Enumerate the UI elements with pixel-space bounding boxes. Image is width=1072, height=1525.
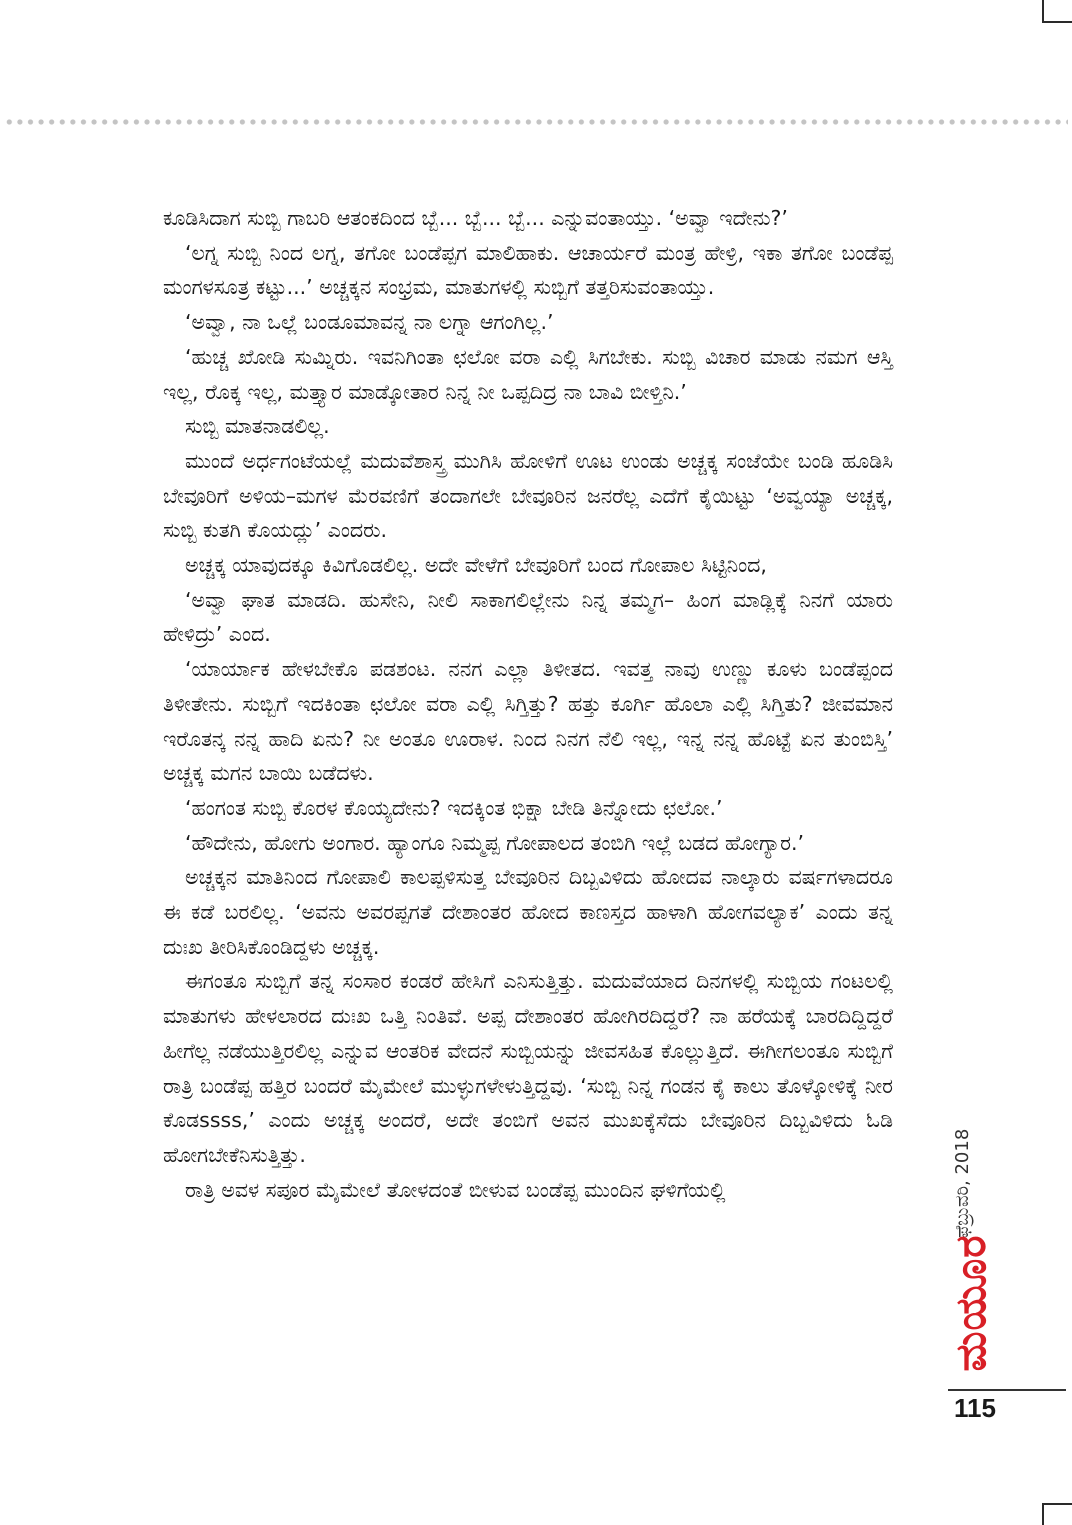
crop-mark-bottom-vertical xyxy=(1042,1503,1044,1525)
paragraph: ‘ಯಾರ್ಯಾಕ ಹೇಳಬೇಕೊ ಪಡಶಂಟ. ನನಗ ಎಲ್ಲಾ ತಿಳೀತದ. ಇವತ್ತ ನಾವು ಉಣ್ಣು ಕೂಳು ಬಂಡೆಪ್ಪಂದ ತಿಳೀತೇನು. ಸುಬ್ಬಿಗೆ ಇದಕಿಂತಾ ಛಲೋ ವರಾ ಎಲ್ಲಿ ಸಿಗ್ತಿತ್ತು? ಹತ್ತು ಕೂರ್ಗಿ ಹೊಲಾ ಎಲ್ಲಿ ಸಿಗ್ತಿತು? ಜೀವಮಾನ ಇರೊತನ್ಕ ನನ್ನ ಹಾದಿ ಏನು? ನೀ ಅಂತೂ ಊರಾಳ. ನಿಂದ ನಿನಗ ನೆಲಿ ಇಲ್ಲ, ಇನ್ನ ನನ್ನ ಹೊಟ್ಟೆ ಏನ ತುಂಬಿಸ್ತಿ’ ಅಚ್ಚಕ್ಕ ಮಗನ ಬಾಯಿ ಬಡೆದಳು. xyxy=(163,657,893,786)
article-body xyxy=(163,201,893,1207)
paragraph: ಮುಂದೆ ಅರ್ಧಗಂಟೆಯಲ್ಲೆ ಮದುವೆಶಾಸ್ತ್ರ ಮುಗಿಸಿ ಹೋಳಿಗೆ ಊಟ ಉಂಡು ಅಚ್ಚಕ್ಕ ಸಂಜೆಯೇ ಬಂಡಿ ಹೂಡಿಸಿ ಬೇವೂರಿಗೆ ಅಳಿಯ–ಮಗಳ ಮೆರವಣಿಗೆ ತಂದಾಗಲೇ ಬೇವೂರಿನ ಜನರೆಲ್ಲ ಎದೆಗೆ ಕೈಯಿಟ್ಟು ‘ಅವ್ವಯ್ಯಾ ಅಚ್ಚಕ್ಕ, ಸುಬ್ಬಿ ಕುತಗಿ ಕೊಯದ್ಲು’ ಎಂದರು. xyxy=(163,448,893,543)
paragraph: ರಾತ್ರಿ ಅವಳ ಸಪೂರ ಮೈಮೇಲೆ ತೋಳದಂತೆ ಬೀಳುವ ಬಂಡೆಪ್ಪ ಮುಂದಿನ ಘಳಿಗೆಯಲ್ಲಿ xyxy=(185,1177,726,1202)
issue-date: ಫೆಬ್ರುವರಿ, 2018 xyxy=(952,1128,973,1238)
paragraph: ಈಗಂತೂ ಸುಬ್ಬಿಗೆ ತನ್ನ ಸಂಸಾರ ಕಂಡರೆ ಹೇಸಿಗೆ ಎನಿಸುತ್ತಿತ್ತು. ಮದುವೆಯಾದ ದಿನಗಳಲ್ಲಿ ಸುಬ್ಬಿಯ ಗಂಟಲಲ್ಲಿ ಮಾತುಗಳು ಹೇಳಲಾರದ ದುಃಖ ಒತ್ತಿ ನಿಂತಿವೆ. ಅಪ್ಪ ದೇಶಾಂತರ ಹೋಗಿರದಿದ್ದರೆ? ನಾ ಹರೆಯಕ್ಕೆ ಬಾರದಿದ್ದಿದ್ದರೆ ಹೀಗೆಲ್ಲ ನಡೆಯುತ್ತಿರಲಿಲ್ಲ ಎನ್ನುವ ಆಂತರಿಕ ವೇದನೆ ಸುಬ್ಬಿಯನ್ನು ಜೀವಸಹಿತ ಕೊಲ್ಲುತ್ತಿದೆ. ಈಗೀಗಲಂತೂ ಸುಬ್ಬಿಗೆ ರಾತ್ರಿ ಬಂಡೆಪ್ಪ ಹತ್ತಿರ ಬಂದರೆ ಮೈಮೇಲೆ ಮುಳ್ಳುಗಳೇಳುತ್ತಿದ್ದವು. ‘ಸುಬ್ಬಿ ನಿನ್ನ ಗಂಡನ ಕೈ ಕಾಲು ತೊಳ್ಕೋಳಿಕ್ಕೆ ನೀರ ಕೊಡssss,’ ಎಂದು ಅಚ್ಚಕ್ಕ ಅಂದರೆ, ಅದೇ ತಂಬಿಗೆ ಅವನ ಮುಖಕ್ಕೆಸೆದು ಬೇವೂರಿನ ದಿಬ್ಬವಿಳಿದು ಓಡಿ ಹೋಗಬೇಕೆನಿಸುತ್ತಿತ್ತು. xyxy=(163,969,893,1167)
magazine-logo: ಮಯೂರ xyxy=(946,1234,995,1372)
paragraph: ‘ಹೌದೇನು, ಹೋಗು ಅಂಗಾರ. ಹ್ಯಾಂಗೂ ನಿಮ್ಮಪ್ಪ ಗೋಪಾಲದ ತಂಬಿಗಿ ಇಲ್ಲೆ ಬಡದ ಹೋಗ್ಯಾರ.’ xyxy=(185,830,805,855)
paragraph: ‘ಹಂಗಂತ ಸುಬ್ಬಿ ಕೊರಳ ಕೊಯ್ಯದೇನು? ಇದಕ್ಕಿಂತ ಭಿಕ್ಷಾ ಬೇಡಿ ತಿನ್ನೋದು ಛಲೋ.’ xyxy=(185,795,723,820)
paragraph: ಅಚ್ಚಕ್ಕ ಯಾವುದಕ್ಕೂ ಕಿವಿಗೊಡಲಿಲ್ಲ. ಅದೇ ವೇಳೆಗೆ ಬೇವೂರಿಗೆ ಬಂದ ಗೋಪಾಲ ಸಿಟ್ಟಿನಿಂದ, xyxy=(185,553,767,578)
paragraph: ‘ಲಗ್ನ ಸುಬ್ಬಿ ನಿಂದ ಲಗ್ನ, ತಗೋ ಬಂಡೆಪ್ಪಗ ಮಾಲಿಹಾಕು. ಆಚಾರ್ಯರೆ ಮಂತ್ರ ಹೇಳ್ರಿ, ಇಕಾ ತಗೋ ಬಂಡೆಪ್ಪ ಮಂಗಳಸೂತ್ರ ಕಟ್ಟು...’ ಅಚ್ಚಕ್ಕನ ಸಂಭ್ರಮ, ಮಾತುಗಳಲ್ಲಿ ಸುಬ್ಬಿಗೆ ತತ್ತರಿಸುವಂತಾಯ್ತು. xyxy=(163,240,893,300)
paragraph: ಸುಬ್ಬಿ ಮಾತನಾಡಲಿಲ್ಲ. xyxy=(185,414,330,439)
crop-mark-top-horizontal xyxy=(1042,21,1072,23)
dotted-header-rule xyxy=(4,118,1068,126)
page-number: 115 xyxy=(954,1393,996,1423)
crop-mark-top-vertical xyxy=(1042,0,1044,22)
paragraph: ‘ಅವ್ವಾ, ನಾ ಒಲ್ಲೆ ಬಂಡೂಮಾವನ್ನ ನಾ ಲಗ್ನಾ ಆಗಂಗಿಲ್ಲ.’ xyxy=(185,310,554,335)
paragraph: ‘ಅವ್ವಾ ಘಾತ ಮಾಡದಿ. ಹುಸೇನಿ, ನೀಲಿ ಸಾಕಾಗಲಿಲ್ಲೇನು ನಿನ್ನ ತಮ್ಮಗ– ಹಿಂಗ ಮಾಡ್ಲಿಕ್ಕೆ ನಿನಗೆ ಯಾರು ಹೇಳಿದ್ರು’ ಎಂದ. xyxy=(163,587,893,647)
folio-rule xyxy=(948,1389,1066,1391)
paragraph: ‘ಹುಚ್ಚ ಖೋಡಿ ಸುಮ್ನಿರು. ಇವನಿಗಿಂತಾ ಛಲೋ ವರಾ ಎಲ್ಲಿ ಸಿಗಬೇಕು. ಸುಬ್ಬಿ ವಿಚಾರ ಮಾಡು ನಮಗ ಆಸ್ತಿ ಇಲ್ಲ, ರೊಕ್ಕ ಇಲ್ಲ, ಮತ್ತ್ಯಾರ ಮಾಡ್ಕೋತಾರ ನಿನ್ನ ನೀ ಒಪ್ಪದಿದ್ರ ನಾ ಬಾವಿ ಬೀಳ್ತಿನಿ.’ xyxy=(163,344,893,404)
paragraph: ಅಚ್ಚಕ್ಕನ ಮಾತಿನಿಂದ ಗೋಪಾಲಿ ಕಾಲಪ್ಪಳಿಸುತ್ತ ಬೇವೂರಿನ ದಿಬ್ಬವಿಳಿದು ಹೋದವ ನಾಲ್ಕಾರು ವರ್ಷಗಳಾದರೂ ಈ ಕಡೆ ಬರಲಿಲ್ಲ. ‘ಅವನು ಅವರಪ್ಪಗತೆ ದೇಶಾಂತರ ಹೋದ ಕಾಣಸ್ತದ ಹಾಳಾಗಿ ಹೋಗವಲ್ಯಾಕ’ ಎಂದು ತನ್ನ ದುಃಖ ತೀರಿಸಿಕೊಂಡಿದ್ದಳು ಅಚ್ಚಕ್ಕ. xyxy=(163,865,893,959)
paragraph: ಕೂಡಿಸಿದಾಗ ಸುಬ್ಬಿ ಗಾಬರಿ ಆತಂಕದಿಂದ ಬ್ಬೆ... ಬ್ಬೆ... ಬ್ಬೆ... ಎನ್ನುವಂತಾಯ್ತು. ‘ಅವ್ವಾ ಇದೇನು?’ xyxy=(163,206,788,230)
crop-mark-bottom-horizontal xyxy=(1042,1503,1072,1505)
